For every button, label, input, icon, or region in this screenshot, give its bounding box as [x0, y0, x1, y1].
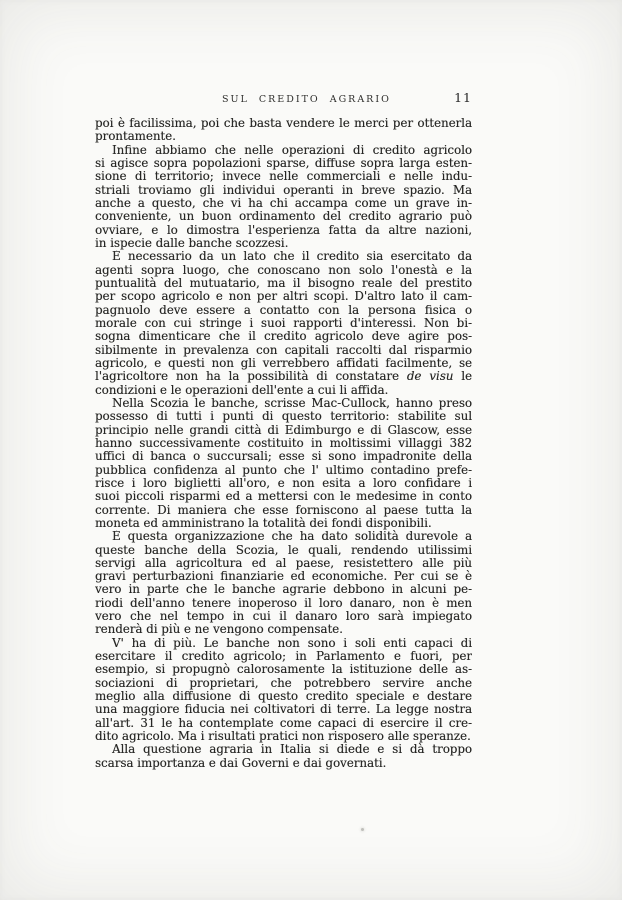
paragraph [95, 144, 472, 251]
text-line: possesso di tutti i punti di questo territorio: stabilite sul [95, 410, 472, 424]
text-line: riodi dell'anno tenere inoperoso il loro danaro, non è men [95, 596, 472, 610]
scan-speck [361, 828, 364, 831]
text-line: poi è facilissima, poi che basta vendere le merci per ottenerla [95, 117, 472, 130]
paragraph [95, 743, 472, 770]
text-line: renderà di più e ne vengono compensate. [95, 623, 343, 637]
text-line: agricolo, e questi non gli verrebbero affidati facilmente, se [95, 356, 472, 370]
text-line: gravi perturbazioni finanziarie ed economiche. Per cui se è [95, 570, 472, 584]
text-line: striali troviamo gli individui operanti in breve spazio. Ma [95, 183, 472, 197]
text-line: scarsa importanza e dai Governi e dai governati. [95, 756, 387, 770]
text-line: vero in parte che le banche agrarie debbono in alcuni pe- [95, 583, 472, 597]
text-line: Nella Scozia le banche, scrisse Mac-Cullock, hanno preso [112, 396, 472, 410]
text-line: suoi piccoli risparmi ed a mettersi con le medesime in conto [95, 490, 472, 504]
paragraph [95, 530, 472, 637]
text-line: anche a questo, che vi ha chi accampa come un grave in- [95, 196, 472, 210]
body-text [95, 117, 472, 770]
text-line: ovviare, e lo dimostra l'esperienza fatta da altre nazioni, [95, 223, 472, 237]
text-line: per scopo agricolo e non per altri scopi. D'altro lato il cam- [95, 290, 472, 304]
text-line: hanno successivamente costituito in moltissimi villaggi 382 [95, 436, 472, 450]
text-line: sogna dimenticare che il credito agricolo deve agire pos- [95, 330, 472, 344]
text-line: sociazioni di proprietari, che potrebbero servire anche [95, 676, 472, 690]
paragraph [95, 397, 472, 530]
paragraph [95, 250, 472, 397]
text-line: uffici di banca o succursali; esse si sono impadronite della [95, 450, 472, 464]
running-title: SUL CREDITO AGRARIO [222, 94, 391, 105]
text-line: È necessario da un lato che il credito sia esercitato da [112, 250, 472, 264]
text-line: È questa organizzazione che ha dato solidità durevole a [112, 530, 472, 544]
text-line: meglio alla diffusione di questo credito speciale e destare [95, 690, 472, 704]
text-line: conveniente, un buon ordinamento del credito agrario può [95, 210, 472, 224]
text-line: risce i loro biglietti all'oro, e non esita a loro confidare i [95, 476, 472, 490]
text-line: queste banche della Scozia, le quali, rendendo utilissimi [95, 543, 472, 557]
text-line: agenti sopra luogo, che conoscano non solo l'onestà e la [95, 263, 472, 277]
text-line: pubblica confidenza al punto che l' ultimo contadino prefe- [95, 463, 472, 477]
text-line: puntualità del mutuatario, ma il bisogno reale del prestito [95, 276, 472, 290]
text-line: all'art. 31 le ha contemplate come capaci di esercire il cre- [95, 716, 472, 730]
text-line: condizioni e le operazioni dell'ente a cui li affida. [95, 383, 389, 397]
text-line: si agisce sopra popolazioni sparse, diffuse sopra larga esten- [95, 156, 472, 170]
text-line: prontamente. [95, 130, 176, 144]
text-line: una maggiore fiducia nei coltivatori di terre. La legge nostra [95, 703, 472, 717]
text-line: Alla questione agraria in Italia si diede e si dà troppo [112, 743, 472, 757]
text-line: moneta ed amministrano la totalità dei fondi disponibili. [95, 516, 432, 530]
text-line: sibilmente in prevalenza con capitali raccolti dal risparmio [95, 343, 472, 357]
running-head [95, 92, 472, 108]
text-line: vero che nel tempo in cui il danaro loro sarà impiegato [95, 610, 472, 624]
text-line: esercitare il credito agricolo; in Parlamento e fuori, per [95, 650, 472, 664]
paragraph [95, 117, 472, 144]
text-line: morale con cui stringe i suoi rapporti d'interessi. Non bi- [95, 316, 472, 330]
text-line: esempio, si propugnò calorosamente la istituzione delle as- [95, 663, 472, 677]
page-number: 11 [454, 90, 472, 105]
text-line: l'agricoltore non ha la possibilità di constatare de visu le [95, 370, 472, 384]
text-line: corrente. Di maniera che esse forniscono al paese tutta la [95, 503, 472, 517]
paragraph [95, 637, 472, 744]
text-line: sione di territorio; invece nelle commerciali e nelle indu- [95, 170, 472, 184]
text-line: pagnuolo deve essere a contatto con la persona fisica o [95, 303, 472, 317]
text-line: dito agricolo. Ma i risultati pratici non risposero alle speranze. [95, 730, 471, 744]
text-line: servigi alla agricoltura ed al paese, resistettero alle più [95, 556, 472, 570]
text-line: in ispecie dalle banche scozzesi. [95, 236, 289, 250]
text-line: principio nelle grandi città di Edimburgo e di Glascow, esse [95, 423, 472, 437]
text-line: Infine abbiamo che nelle operazioni di credito agricolo [112, 143, 472, 157]
text-line: V' ha di più. Le banche non sono i soli enti capaci di [112, 636, 472, 650]
